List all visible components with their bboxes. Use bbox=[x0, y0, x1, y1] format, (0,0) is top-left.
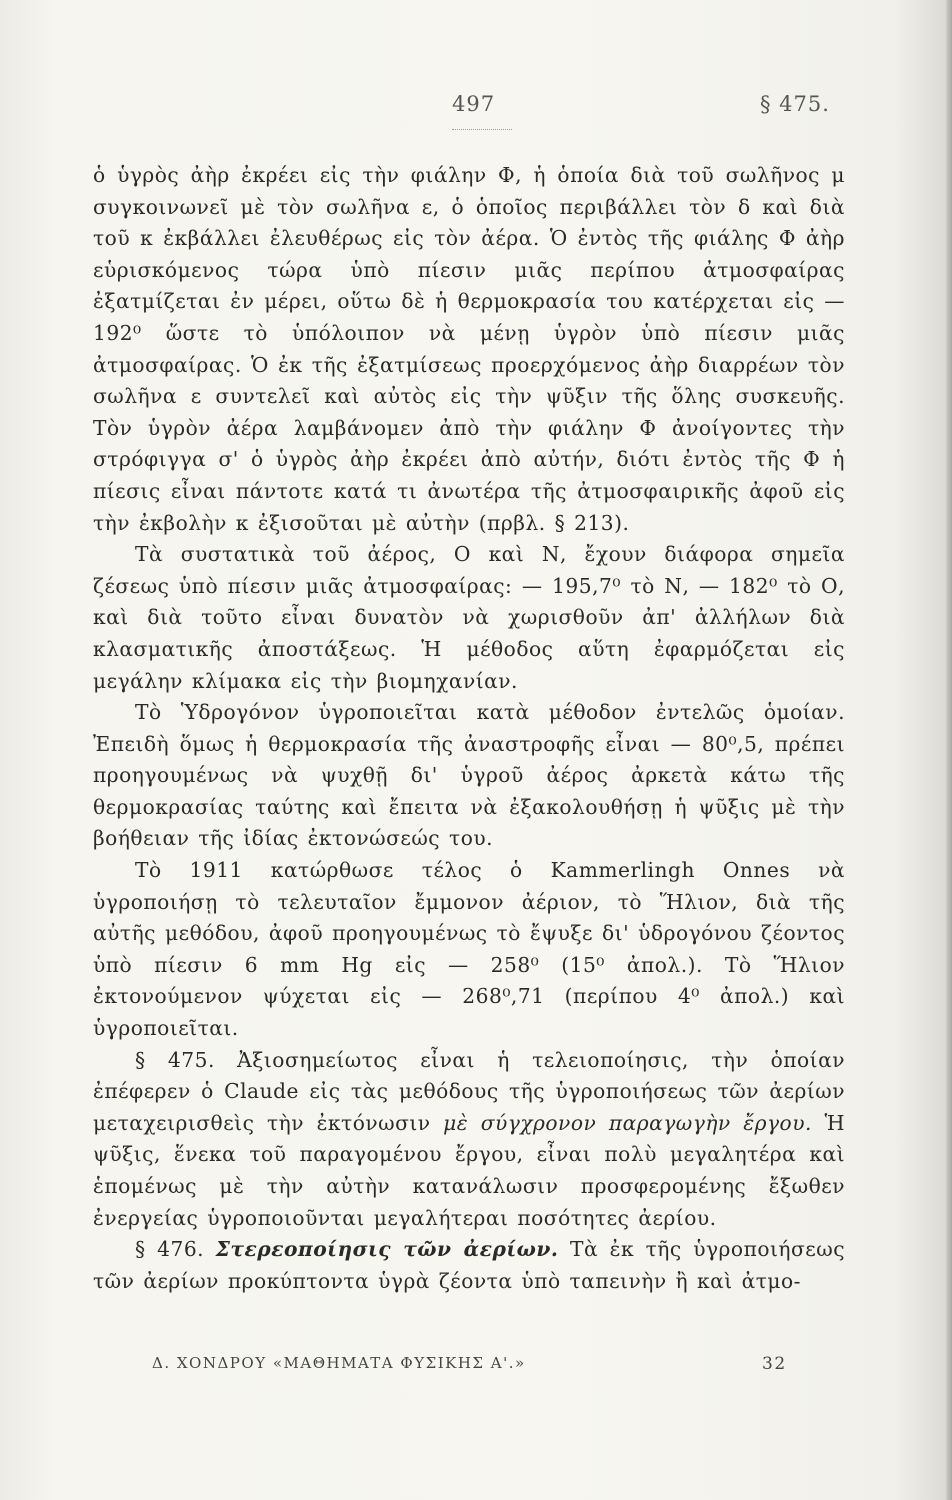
page-edge-shadow bbox=[946, 0, 952, 1500]
section-476-marker: § 476. bbox=[135, 1237, 205, 1262]
page-number: 497 bbox=[452, 92, 496, 116]
page-header bbox=[0, 92, 952, 122]
paragraph-2: Τὰ συστατικὰ τοῦ ἀέρος, Ο καὶ Ν, ἔχουν διάφορα σημεῖα ζέσεως ὑπὸ πίεσιν μιᾶς ἀτμοσφαίρας: — 195,7⁰ τὸ Ν, — 182⁰ τὸ Ο, καὶ διὰ τοῦτο εἶναι δυνατὸν νὰ χωρισθοῦν ἀπ' ἀλλήλων διὰ κλασματικῆς ἀποστάξεως. Ἡ μέθοδος αὕτη ἐφαρμόζεται εἰς μεγάλην κλίμακα εἰς τὴν βιομηχανίαν. bbox=[93, 542, 845, 693]
section-475-marker: § 475. bbox=[135, 1047, 215, 1072]
body-text bbox=[93, 160, 845, 1297]
section-475-paragraph bbox=[93, 1045, 845, 1235]
paragraph-3: Τὸ Ὑδρογόνον ὑγροποιεῖται κατὰ μέθοδον ἐντελῶς ὁμοίαν. Ἐπειδὴ ὅμως ἡ θερμοκρασία τῆς ἀναστροφῆς εἶναι — 80⁰,5, πρέπει προηγουμένως νὰ ψυχθῇ δι' ὑγροῦ ἀέρος ἀρκετὰ κάτω τῆς θερμοκρασίας ταύτης καὶ ἔπειτα νὰ ἐξακολουθήσῃ ἡ ψῦξις μὲ τὴν βοήθειαν τῆς ἰδίας ἐκτονώσεώς του. bbox=[93, 700, 845, 851]
section-476-heading: Στερεοποίησις τῶν ἀερίων. bbox=[215, 1237, 559, 1262]
paragraph-4: Τὸ 1911 κατώρθωσε τέλος ὁ Kammerlingh Onnes νὰ ὑγροποιήσῃ τὸ τελευταῖον ἔμμονον ἀέριον, τὸ Ἥλιον, διὰ τῆς αὐτῆς μεθόδου, ἀφοῦ προηγουμένως τὸ ἔψυξε δι' ὑδρογόνου ζέοντος ὑπὸ πίεσιν 6 mm Hg εἰς — 258⁰ (15⁰ ἀπολ.). Τὸ Ἥλιον ἐκτονούμενον ψύχεται εἰς — 268⁰,71 (περίπου 4⁰ ἀπολ.) καὶ ὑγροποιεῖται. bbox=[93, 858, 845, 1041]
section-476-text: Τὰ ἐκ τῆς ὑγροποιήσεως τῶν ἀερίων προκύπτοντα ὑγρὰ ζέοντα ὑπὸ ταπεινὴν ἢ καὶ ἀτμο- bbox=[93, 1237, 846, 1293]
paragraph-1: ὁ ὑγρὸς ἀὴρ ἐκρέει εἰς τὴν φιάλην Φ, ἡ ὁποία διὰ τοῦ σωλῆνος μ συγκοινωνεῖ μὲ τὸν σωλῆνα ε, ὁ ὁποῖος περιβάλλει τὸν δ καὶ διὰ τοῦ κ ἐκβάλλει ἐλευθέρως εἰς τὸν ἀέρα. Ὁ ἐντὸς τῆς φιάλης Φ ἀὴρ εὑρισκόμενος τώρα ὑπὸ πίεσιν μιᾶς περίπου ἀτμοσφαίρας ἐξατμίζεται ἐν μέρει, οὕτω δὲ ἡ θερμοκρασία του κατέρχεται εἰς — 192⁰ ὥστε τὸ ὑπόλοιπον νὰ μένῃ ὑγρὸν ὑπὸ πίεσιν μιᾶς ἀτμοσφαίρας. Ὁ ἐκ τῆς ἐξατμίσεως προερχόμενος ἀὴρ διαρρέων τὸν σωλῆνα ε συντελεῖ καὶ αὐτὸς εἰς τὴν ψῦξιν τῆς ὅλης συσκευῆς. Τὸν ὑγρὸν ἀέρα λαμβάνομεν ἀπὸ τὴν φιάλην Φ ἀνοίγοντες τὴν στρόφιγγα σ' ὁ ὑγρὸς ἀὴρ ἐκρέει ἀπὸ αὐτήν, διότι ἐντὸς τῆς Φ ἡ πίεσις εἶναι πάντοτε κατά τι ἀνωτέρα τῆς ἀτμοσφαιρικῆς ἀφοῦ εἰς τὴν ἐκβολὴν κ ἐξισοῦται μὲ αὐτὴν (πρβλ. § 213). bbox=[93, 163, 845, 535]
header-rule bbox=[452, 129, 512, 130]
page-footer bbox=[0, 1354, 952, 1382]
section-475-text-1: Ἀξιοσημείωτος εἶναι ἡ τελειοποίησις, τὴν ὁποίαν ἐπέφερεν ὁ Claude εἰς τὰς μεθόδους τῆς ὑγροποιήσεως τῶν ἀερίων μεταχειρισθεὶς τὴν ἐκτόνωσιν bbox=[93, 1047, 845, 1135]
running-section-ref: § 475. bbox=[760, 92, 830, 116]
section-475-emphasis: μὲ σύγχρονον παραγωγὴν ἔργου. bbox=[443, 1110, 812, 1135]
section-475-text-2: Ἡ ψῦξις, ἕνεκα τοῦ παραγομένου ἔργου, εἶναι πολὺ μεγαλητέρα καὶ ἑπομένως μὲ τὴν αὐτὴν κατανάλωσιν προσφερομένης ἔξωθεν ἐνεργείας ὑγροποιοῦνται μεγαλήτεραι ποσότητες ἀερίου. bbox=[93, 1110, 846, 1230]
signature-mark: 32 bbox=[762, 1354, 787, 1374]
footer-imprint: Δ. ΧΟΝΔΡΟΥ «ΜΑΘΗΜΑΤΑ ΦΥΣΙΚΗΣ Α'.» bbox=[152, 1354, 526, 1372]
section-476-paragraph bbox=[93, 1234, 845, 1297]
